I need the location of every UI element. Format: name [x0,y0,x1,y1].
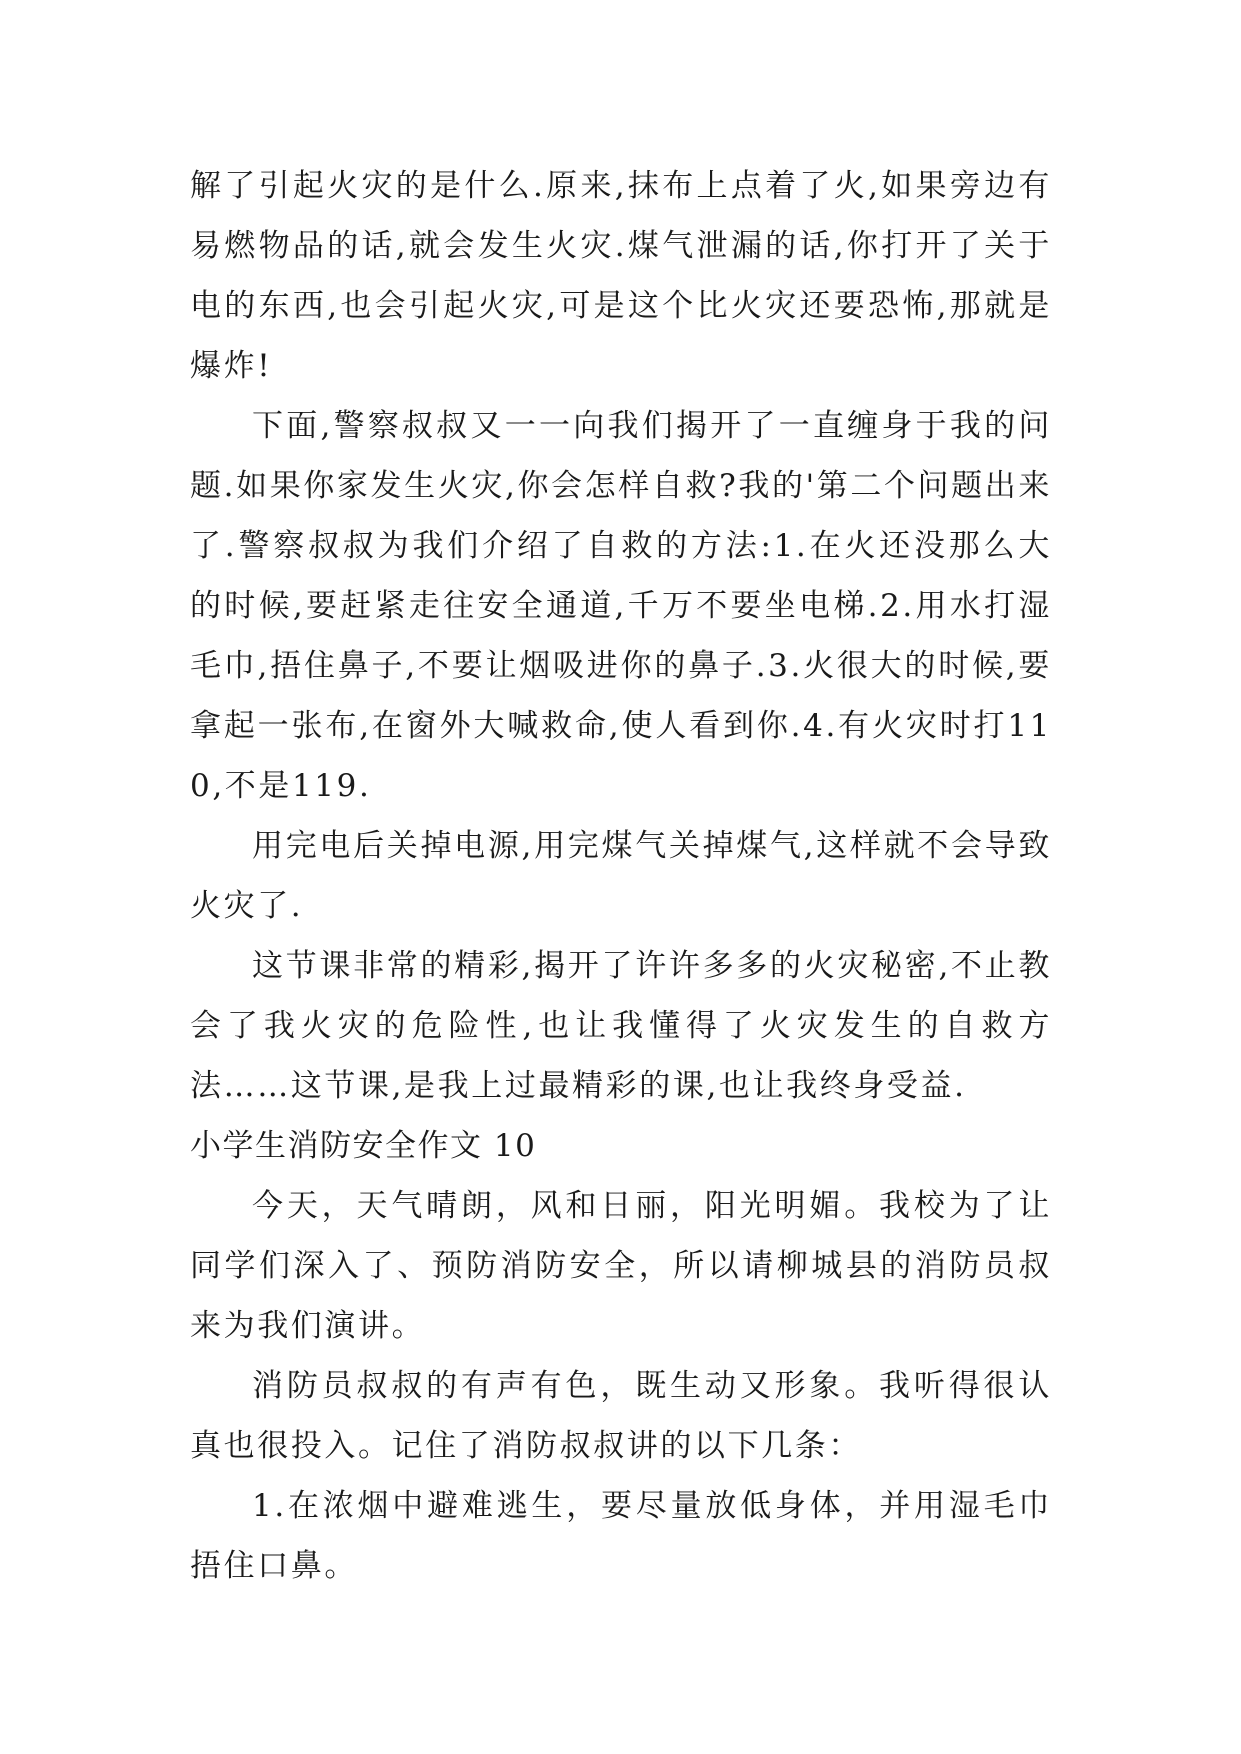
paragraph-tip-1: 1.在浓烟中避难逃生，要尽量放低身体，并用湿毛巾捂住口鼻。 [190,1488,1052,1584]
paragraph-lecture: 消防员叔叔的有声有色，既生动又形象。我听得很认真也很投入。记住了消防叔叔讲的以下几条： [190,1368,1052,1464]
section-title: 小学生消防安全作文 10 [190,1128,537,1164]
paragraph-self-rescue: 下面,警察叔叔又一一向我们揭开了一直缠身于我的问题.如果你家发生火灾,你会怎样自救?我的'第二个问题出来了.警察叔叔为我们介绍了自救的方法:1.在火还没那么大的时候,要赶紧走往安全通道,千万不要坐电梯.2.用水打湿毛巾,捂住鼻子,不要让烟吸进你的鼻子.3.火很大的时候,要拿起一张布,在窗外大喊救命,使人看到你.4.有火灾时打110,不是119. [190,408,1052,804]
paragraph-intro: 今天，天气晴朗，风和日丽，阳光明媚。我校为了让同学们深入了、预防消防安全，所以请柳城县的消防员叔来为我们演讲。 [190,1188,1052,1344]
paragraph-conclusion: 这节课非常的精彩,揭开了许许多多的火灾秘密,不止教会了我火灾的危险性,也让我懂得了火灾发生的自救方法……这节课,是我上过最精彩的课,也让我终身受益. [190,948,1052,1104]
paragraph-power-off: 用完电后关掉电源,用完煤气关掉煤气,这样就不会导致火灾了. [190,828,1052,924]
document-body [190,156,1052,1596]
paragraph-continued: 解了引起火灾的是什么.原来,抹布上点着了火,如果旁边有易燃物品的话,就会发生火灾.煤气泄漏的话,你打开了关于电的东西,也会引起火灾,可是这个比火灾还要恐怖,那就是爆炸! [190,168,1052,384]
